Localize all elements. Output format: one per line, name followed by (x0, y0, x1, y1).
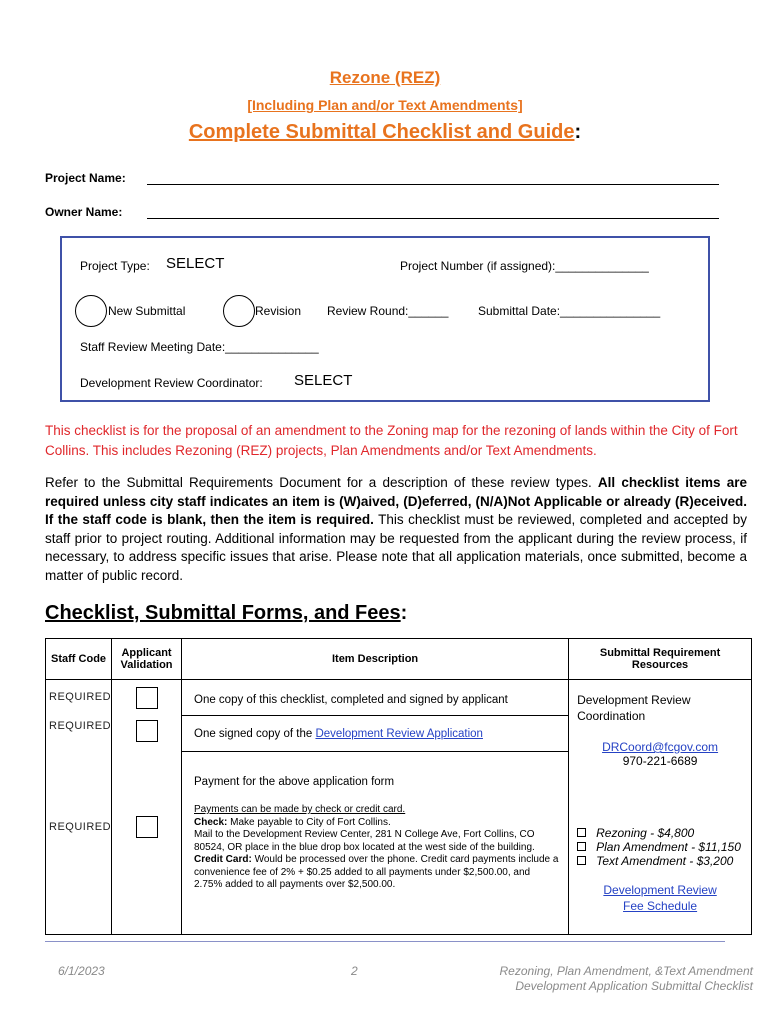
payment-card (194, 854, 560, 892)
header-staff-code: Staff Code (46, 639, 112, 680)
owner-name-field[interactable] (147, 218, 719, 219)
resource-coordination: Development Review Coordination (577, 693, 691, 723)
project-number-label: Project Number (if assigned):______________ (400, 259, 649, 273)
header-applicant-validation: Applicant Validation (112, 639, 182, 680)
staff-code: REQUIRED (49, 719, 112, 732)
staff-review-date-label: Staff Review Meeting Date:______________ (80, 340, 319, 354)
description-cell (182, 716, 569, 752)
fee-rezoning-text: Rezoning - $4,800 (596, 826, 695, 840)
coordinator-select[interactable]: SELECT (294, 372, 353, 389)
instructions-paragraph (45, 474, 747, 585)
fee-schedule-link-1[interactable]: Development Review (603, 883, 717, 897)
checklist-heading-text: Checklist, Submittal Forms, and Fees (45, 602, 401, 624)
revision-label: Revision (255, 304, 302, 318)
checklist-guide-title (0, 121, 770, 144)
checklist-heading (45, 602, 407, 625)
payment-mail: Mail to the Development Review Center, 281 N College Ave, Fort Collins, CO 80524, OR place in the blue drop box located at the west side of the building. (194, 829, 535, 853)
staff-code-cell (46, 752, 112, 935)
main-title-colon: : (574, 121, 582, 143)
payment-check (194, 817, 560, 830)
development-review-application-link[interactable]: Development Review Application (315, 728, 483, 740)
coordinator-label: Development Review Coordinator: (80, 376, 263, 390)
card-text: Would be processed over the phone. Credit card payments include a convenience fee of 2% + $0.25 added to all payments under $2,500.00, and 2.75% added to all payments over $2,500.00. (194, 854, 559, 890)
checklist-purpose-text: This checklist is for the proposal of an amendment to the Zoning map for the rezoning of lands within the City of Fort Collins. This includes Rezoning (REZ) projects, Plan Amendments and/or Text Amendments. (45, 423, 738, 458)
new-submittal-label: New Submittal (108, 304, 186, 318)
project-name-field[interactable] (147, 184, 719, 185)
document-title: Rezone (REZ) (329, 68, 441, 87)
instructions-part2: This checklist must be reviewed, completed and accepted by staff prior to project routing. Additional information may be requested from the applicant during the review process, if necessary, to address specific issues that arise. Please note that all application materials, once submitted, become a matter of public record. (45, 512, 747, 583)
validation-checkbox[interactable] (136, 687, 158, 709)
description-cell (182, 680, 569, 716)
footer-doc-title-line2: Development Application Submittal Checklist (515, 979, 753, 993)
submittal-date-label: Submittal Date:_______________ (478, 304, 661, 318)
staff-code-cell (46, 680, 112, 716)
project-name-label: Project Name: (45, 171, 126, 185)
review-round-label: Review Round:______ (327, 304, 449, 318)
validation-checkbox[interactable] (136, 816, 158, 838)
fee-rezoning (577, 826, 743, 840)
fee-text-amendment (577, 854, 743, 868)
coord-phone: 970-221-6689 (622, 754, 698, 768)
instructions-bold: All checklist items are required unless city staff indicates an item is (W)aived, (D)eferred, (N/A)Not Applicable or already (R)eceived. If the staff code is blank, then the item is required. (45, 475, 747, 527)
check-text: Make payable to City of Fort Collins. (227, 816, 391, 828)
card-label: Credit Card: (194, 854, 252, 865)
validation-checkbox[interactable] (136, 720, 158, 742)
fee-plan-amendment (577, 840, 743, 854)
description-cell (182, 752, 569, 935)
validation-cell (112, 752, 182, 935)
staff-code: REQUIRED (49, 820, 112, 833)
staff-code-cell (46, 716, 112, 752)
staff-code: REQUIRED (49, 691, 112, 703)
payment-title: Payment for the above application form (194, 776, 395, 788)
document-subtitle: [Including Plan and/or Text Amendments] (247, 97, 523, 113)
footer-doc-title-line1: Rezoning, Plan Amendment, &Text Amendment (499, 964, 753, 978)
header-resources: Submittal Requirement Resources (569, 639, 752, 680)
footer-date: 6/1/2023 (58, 964, 105, 978)
item-description: One copy of this checklist, completed and signed by applicant (194, 694, 508, 706)
table-header-row (46, 639, 752, 680)
footer-divider (45, 941, 725, 942)
revision-radio[interactable] (223, 295, 255, 327)
fee-plan-amendment-text: Plan Amendment - $11,150 (596, 840, 741, 854)
new-submittal-radio[interactable] (75, 295, 107, 327)
project-type-select[interactable]: SELECT (166, 255, 225, 272)
checklist-heading-colon: : (400, 602, 408, 624)
check-label: Check: (194, 816, 228, 828)
footer-page-number: 2 (351, 964, 358, 978)
resources-cell (569, 680, 752, 935)
coord-email-link[interactable]: DRCoord@fcgov.com (602, 740, 719, 754)
header-item-description: Item Description (182, 639, 569, 680)
main-title-text: Complete Submittal Checklist and Guide (188, 121, 575, 143)
instructions-part1: Refer to the Submittal Requirements Document for a description of these review types. (45, 475, 598, 490)
checklist-table (45, 638, 752, 935)
project-type-label: Project Type: (80, 259, 150, 273)
validation-cell (112, 716, 182, 752)
checkbox-bullet-icon (577, 842, 586, 851)
owner-name-label: Owner Name: (45, 205, 123, 219)
checkbox-bullet-icon (577, 856, 586, 865)
checkbox-bullet-icon (577, 828, 586, 837)
fee-text-amendment-text: Text Amendment - $3,200 (596, 854, 734, 868)
payment-intro: Payments can be made by check or credit card. (194, 804, 406, 815)
item-description-prefix: One signed copy of the (194, 728, 316, 740)
table-row (46, 680, 752, 716)
validation-cell (112, 680, 182, 716)
fee-schedule-link-2[interactable]: Fee Schedule (623, 899, 698, 913)
